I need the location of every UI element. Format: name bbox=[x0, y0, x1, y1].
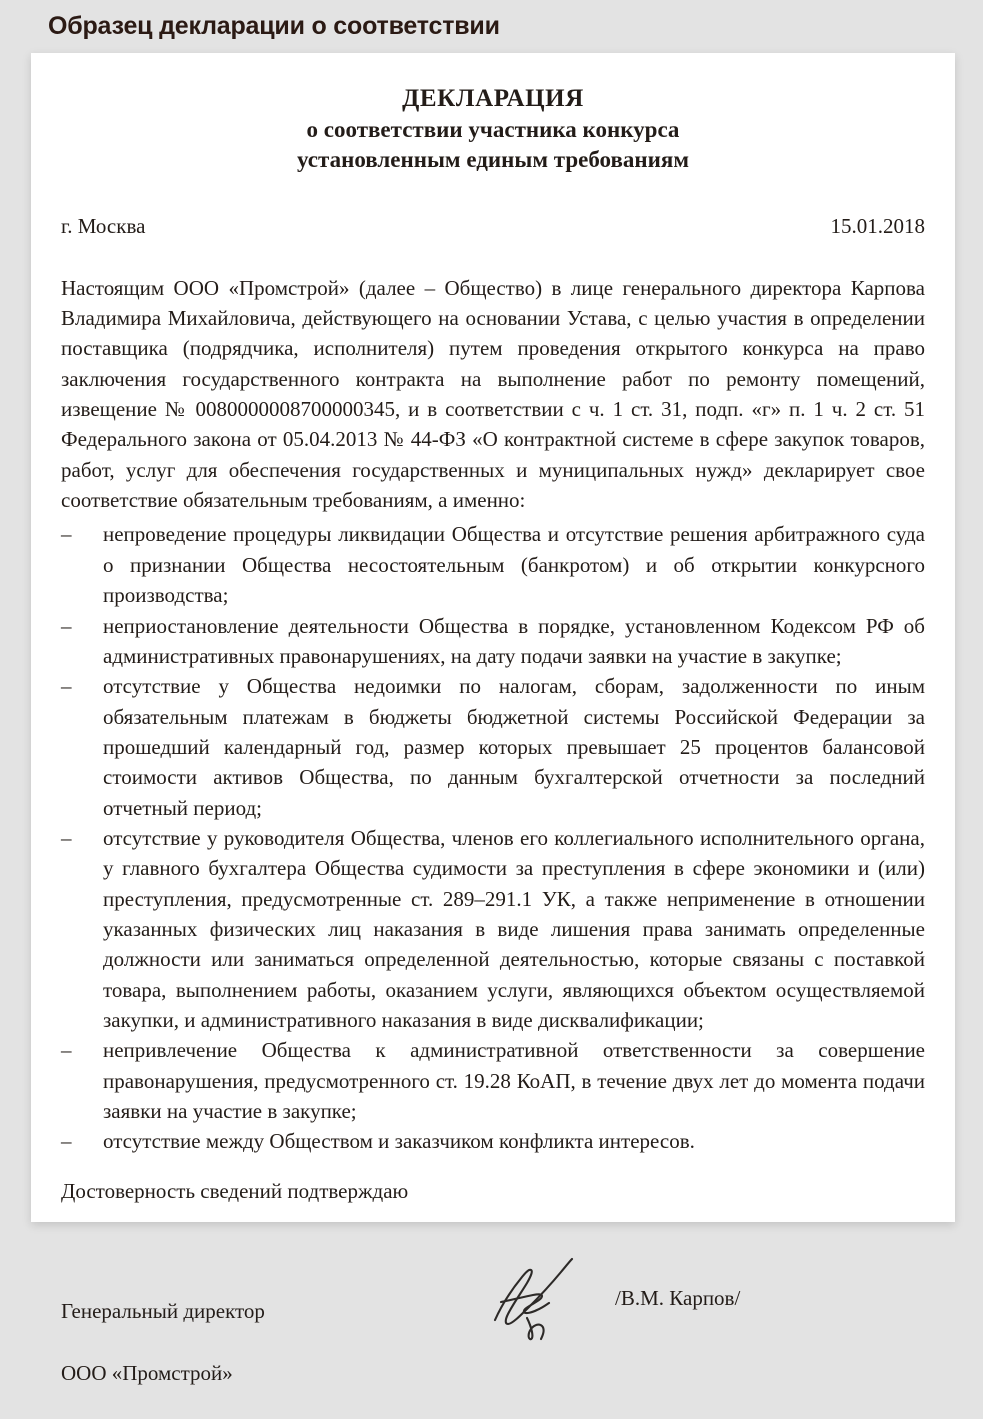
dash-marker-icon: – bbox=[61, 522, 72, 547]
date-label: 15.01.2018 bbox=[830, 213, 925, 238]
list-item bbox=[61, 611, 925, 672]
list-item bbox=[61, 1035, 925, 1126]
list-item-text: отсутствие у руководителя Общества, членов его коллегиального исполнительного органа, у главного бухгалтера Общества судимости за преступления в сфере экономики и (или) преступления, предусмотренные ст. 289–291.1 УК, а также неприменение в отношении указанных физических лиц наказания в виде лишения права занимать определенные должности или заниматься определенной деятельностью, которые связаны с поставкой товара, выполнением работы, оказанием услуги, являющихся объектом осуществляемой закупки, и административного наказания в виде дисквалификации; bbox=[103, 825, 925, 1032]
dash-marker-icon: – bbox=[61, 674, 72, 699]
signatory-role-line-2: ООО «Промстрой» bbox=[61, 1360, 233, 1385]
list-item-text: отсутствие у Общества недоимки по налогам, сборам, задолженности по иным обязательным платежам в бюджеты бюджетной системы Российской Федерации за прошедший календарный год, размер которых превышает 25 процентов балансовой стоимости активов Общества, по данным бухгалтерской отчетности за последний отчетный период; bbox=[103, 674, 925, 820]
list-item-text: непроведение процедуры ликвидации Общества и отсутствие решения арбитражного суда о признании Общества несостоятельным (банкротом) и об открытии конкурсного производства; bbox=[103, 522, 925, 608]
declaration-body-paragraph: Настоящим ООО «Промстрой» (далее – Общество) в лице генерального директора Карпова Владимира Михайловича, действующего на основании Устава, с целью участия в определении поставщика (подрядчика, исполнителя) путем проведения открытого конкурса на право заключения государственного контракта на выполнение работ по ремонту помещений, извещение № 0080000008700000345, и в соответствии с ч. 1 ст. 31, подп. «г» п. 1 ч. 2 ст. 51 Федерального закона от 05.04.2013 № 44-ФЗ «О контрактной системе в сфере закупок товаров, работ, услуг для обеспечения государственных и муниципальных нужд» декларирует свое соответствие обязательным требованиям, а именно: bbox=[61, 275, 925, 513]
heading-line-3: установленным единым требованиям bbox=[296, 147, 690, 173]
list-item-text: неприостановление деятельности Общества в порядке, установленном Кодексом РФ об административных правонарушениях, на дату подачи заявки на участие в закупке; bbox=[103, 613, 925, 668]
page-title: Образец декларации о соответствии bbox=[48, 12, 500, 40]
signature-block bbox=[47, 1244, 939, 1385]
declaration-heading bbox=[47, 53, 939, 176]
dash-marker-icon: – bbox=[61, 613, 72, 638]
heading-line-1: ДЕКЛАРАЦИЯ bbox=[402, 85, 584, 112]
list-item bbox=[61, 823, 925, 1035]
heading-line-2: о соответствии участника конкурса bbox=[306, 117, 680, 142]
signatory-name: /В.М. Карпов/ bbox=[615, 1285, 741, 1310]
signatory-role bbox=[61, 1266, 265, 1419]
document-content bbox=[47, 53, 939, 1385]
closing-statement: Достоверность сведений подтверждаю bbox=[61, 1178, 409, 1203]
dash-marker-icon: – bbox=[61, 1129, 72, 1154]
dash-marker-icon: – bbox=[61, 1038, 72, 1063]
handwritten-signature-icon bbox=[479, 1244, 597, 1352]
dash-marker-icon: – bbox=[61, 825, 72, 850]
document-sheet bbox=[31, 53, 955, 1385]
requirements-list bbox=[47, 519, 939, 1156]
signatory-role-line-1: Генеральный директор bbox=[61, 1299, 265, 1324]
page-header bbox=[0, 0, 983, 53]
list-item bbox=[61, 1126, 925, 1156]
city-label: г. Москва bbox=[61, 213, 146, 238]
list-item bbox=[61, 519, 925, 610]
list-item-text: непривлечение Общества к административной ответственности за совершение правонарушения, предусмотренного ст. 19.28 КоАП, в течение двух лет до момента подачи заявки на участие в закупке; bbox=[103, 1038, 925, 1123]
list-item-text: отсутствие между Обществом и заказчиком конфликта интересов. bbox=[103, 1129, 695, 1154]
document-meta-row bbox=[47, 214, 939, 239]
list-item bbox=[61, 671, 925, 823]
